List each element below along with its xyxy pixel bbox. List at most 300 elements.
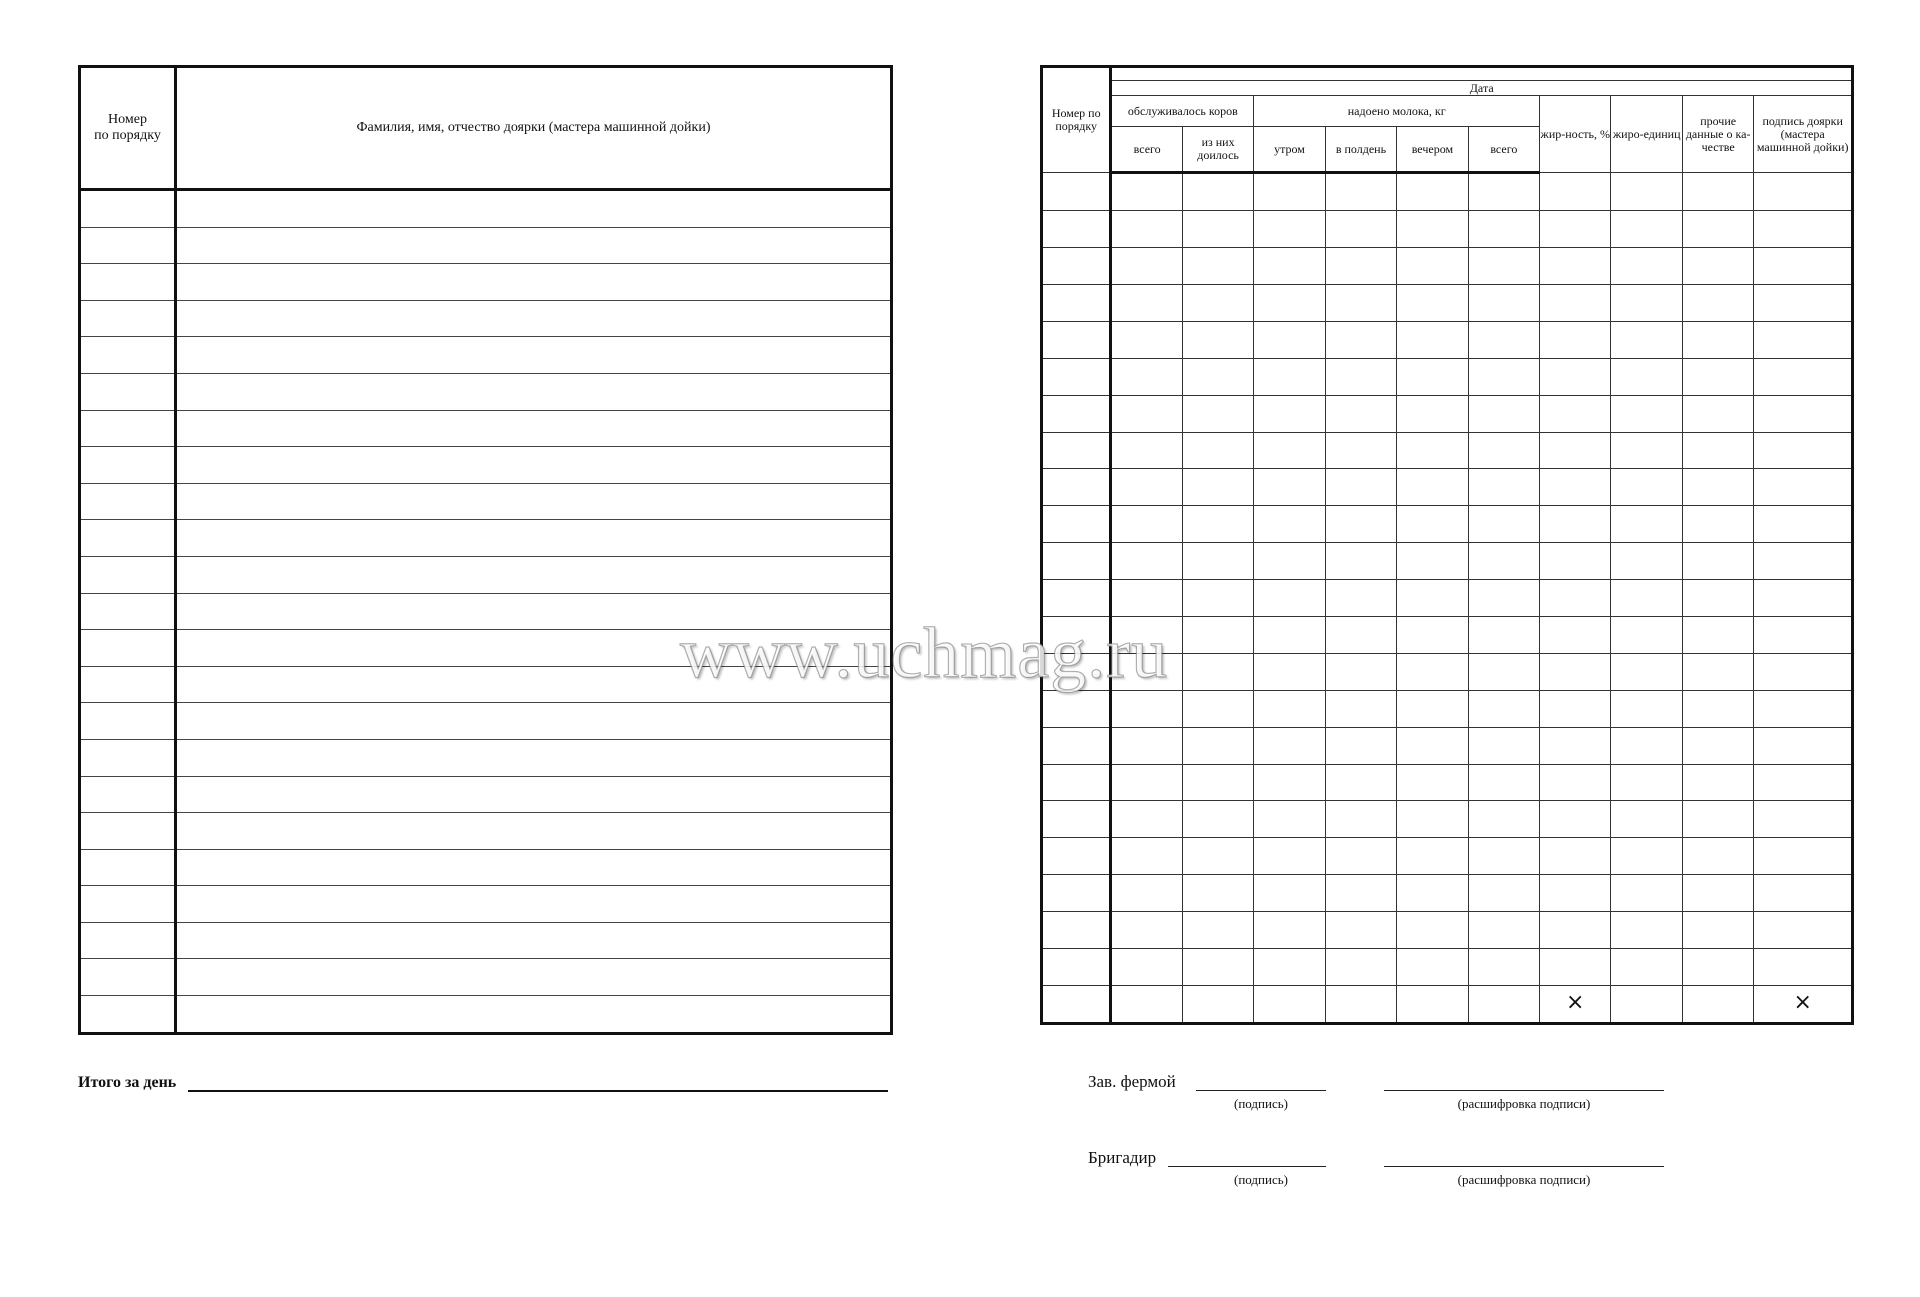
cows-total-cell[interactable] (1111, 985, 1182, 1023)
fat-units-cell[interactable] (1611, 727, 1682, 764)
cows-milked-cell[interactable] (1182, 985, 1253, 1023)
row-number-cell[interactable] (80, 520, 176, 557)
milk-evening-cell[interactable] (1397, 543, 1468, 580)
row-number-cell[interactable] (1042, 838, 1111, 875)
milk-morning-cell[interactable] (1254, 580, 1325, 617)
cows-milked-cell[interactable] (1182, 395, 1253, 432)
fat-units-cell[interactable] (1611, 580, 1682, 617)
row-number-cell[interactable] (1042, 985, 1111, 1023)
full-name-cell[interactable] (176, 776, 892, 813)
milk-morning-cell[interactable] (1254, 173, 1325, 211)
cows-total-cell[interactable] (1111, 543, 1182, 580)
signature-cell[interactable] (1754, 248, 1853, 285)
quality-cell[interactable] (1682, 912, 1753, 949)
milk-total-cell[interactable] (1468, 248, 1539, 285)
milk-morning-cell[interactable] (1254, 469, 1325, 506)
quality-cell[interactable] (1682, 948, 1753, 985)
milk-noon-cell[interactable] (1325, 764, 1396, 801)
milk-total-cell[interactable] (1468, 506, 1539, 543)
table-row (1042, 248, 1853, 285)
quality-cell[interactable] (1682, 653, 1753, 690)
quality-cell[interactable] (1682, 690, 1753, 727)
cows-milked-cell[interactable] (1182, 358, 1253, 395)
full-name-cell[interactable] (176, 849, 892, 886)
row-number-cell[interactable] (80, 556, 176, 593)
milk-noon-cell[interactable] (1325, 875, 1396, 912)
milk-noon-cell[interactable] (1325, 616, 1396, 653)
milk-noon-cell[interactable] (1325, 469, 1396, 506)
row-number-cell[interactable] (80, 813, 176, 850)
row-number-cell[interactable] (1042, 506, 1111, 543)
fat-units-cell[interactable] (1611, 616, 1682, 653)
fat-units-cell[interactable] (1611, 653, 1682, 690)
table-row (1042, 580, 1853, 617)
cows-milked-cell[interactable] (1182, 912, 1253, 949)
cows-milked-cell[interactable] (1182, 469, 1253, 506)
row-number-cell[interactable] (1042, 248, 1111, 285)
milk-evening-cell[interactable] (1397, 838, 1468, 875)
daily-total-line[interactable] (188, 1072, 888, 1092)
fat-percent-cell[interactable] (1540, 358, 1611, 395)
milk-morning-cell[interactable] (1254, 358, 1325, 395)
brigadier-signature-line[interactable] (1168, 1166, 1326, 1167)
row-number-cell[interactable] (1042, 284, 1111, 321)
full-name-cell[interactable] (176, 813, 892, 850)
milk-total-cell[interactable] (1468, 469, 1539, 506)
cows-total-cell[interactable] (1111, 506, 1182, 543)
row-number-cell[interactable] (80, 886, 176, 923)
milk-morning-cell[interactable] (1254, 838, 1325, 875)
row-number-cell[interactable] (1042, 395, 1111, 432)
full-name-cell[interactable] (176, 227, 892, 264)
fat-units-cell[interactable] (1611, 875, 1682, 912)
row-number-cell[interactable] (1042, 948, 1111, 985)
table-row (1042, 211, 1853, 248)
fat-percent-cell[interactable] (1540, 469, 1611, 506)
row-number-cell[interactable] (1042, 358, 1111, 395)
cows-total-cell[interactable] (1111, 321, 1182, 358)
milk-total-cell[interactable] (1468, 912, 1539, 949)
milk-total-cell[interactable] (1468, 616, 1539, 653)
row-number-cell[interactable] (80, 300, 176, 337)
cows-total-cell[interactable] (1111, 211, 1182, 248)
milk-evening-cell[interactable] (1397, 875, 1468, 912)
milk-evening-cell[interactable] (1397, 211, 1468, 248)
milk-evening-cell[interactable] (1397, 580, 1468, 617)
milk-evening-cell[interactable] (1397, 985, 1468, 1023)
quality-cell[interactable] (1682, 506, 1753, 543)
row-number-cell[interactable] (80, 630, 176, 667)
row-number-cell[interactable] (1042, 912, 1111, 949)
row-number-cell[interactable] (80, 337, 176, 374)
fat-units-cell[interactable] (1611, 985, 1682, 1023)
full-name-cell[interactable] (176, 703, 892, 740)
quality-cell[interactable] (1682, 321, 1753, 358)
full-name-cell[interactable] (176, 300, 892, 337)
milk-noon-cell[interactable] (1325, 284, 1396, 321)
quality-cell[interactable] (1682, 838, 1753, 875)
quality-cell[interactable] (1682, 985, 1753, 1023)
milk-morning-cell[interactable] (1254, 801, 1325, 838)
row-number-cell[interactable] (80, 227, 176, 264)
milk-total-cell[interactable] (1468, 173, 1539, 211)
cows-milked-cell[interactable] (1182, 948, 1253, 985)
full-name-cell[interactable] (176, 556, 892, 593)
signature-cell[interactable] (1754, 173, 1853, 211)
row-number-cell[interactable] (1042, 173, 1111, 211)
milk-evening-cell[interactable] (1397, 469, 1468, 506)
milk-evening-cell[interactable] (1397, 801, 1468, 838)
signature-cell[interactable] (1754, 284, 1853, 321)
milk-total-cell[interactable] (1468, 653, 1539, 690)
cows-milked-cell[interactable] (1182, 284, 1253, 321)
milk-noon-cell[interactable] (1325, 690, 1396, 727)
milk-total-cell[interactable] (1468, 432, 1539, 469)
signature-cell[interactable] (1754, 653, 1853, 690)
fat-percent-cell[interactable] (1540, 690, 1611, 727)
milk-noon-cell[interactable] (1325, 506, 1396, 543)
milk-morning-cell[interactable] (1254, 321, 1325, 358)
milk-morning-cell[interactable] (1254, 248, 1325, 285)
milk-noon-cell[interactable] (1325, 727, 1396, 764)
milk-evening-cell[interactable] (1397, 432, 1468, 469)
signature-cell[interactable] (1754, 321, 1853, 358)
milk-noon-cell[interactable] (1325, 248, 1396, 285)
signature-cell[interactable] (1754, 432, 1853, 469)
row-number-cell[interactable] (1042, 469, 1111, 506)
row-number-cell[interactable] (1042, 727, 1111, 764)
fat-percent-cell[interactable] (1540, 284, 1611, 321)
quality-cell[interactable] (1682, 248, 1753, 285)
fat-percent-cell[interactable] (1540, 543, 1611, 580)
milk-morning-cell[interactable] (1254, 432, 1325, 469)
milk-morning-cell[interactable] (1254, 211, 1325, 248)
signature-cell[interactable] (1754, 838, 1853, 875)
row-number-cell[interactable] (80, 703, 176, 740)
row-number-cell[interactable] (80, 593, 176, 630)
fat-units-cell[interactable] (1611, 543, 1682, 580)
milk-total-cell[interactable] (1468, 395, 1539, 432)
fat-units-cell[interactable] (1611, 395, 1682, 432)
signature-cell[interactable] (1754, 395, 1853, 432)
milk-total-cell[interactable] (1468, 764, 1539, 801)
fat-units-cell[interactable] (1611, 358, 1682, 395)
milk-morning-cell[interactable] (1254, 395, 1325, 432)
signature-cell[interactable] (1754, 543, 1853, 580)
signature-cell[interactable] (1754, 764, 1853, 801)
cows-total-cell[interactable] (1111, 764, 1182, 801)
milk-evening-cell[interactable] (1397, 616, 1468, 653)
fat-units-cell[interactable] (1611, 838, 1682, 875)
quality-cell[interactable] (1682, 616, 1753, 653)
row-number-cell[interactable] (1042, 801, 1111, 838)
fat-percent-cell[interactable] (1540, 838, 1611, 875)
full-name-cell[interactable] (176, 959, 892, 996)
row-number-cell[interactable] (80, 739, 176, 776)
milk-evening-cell[interactable] (1397, 948, 1468, 985)
cows-milked-cell[interactable] (1182, 764, 1253, 801)
milk-noon-cell[interactable] (1325, 801, 1396, 838)
milk-total-cell[interactable] (1468, 321, 1539, 358)
signature-cell[interactable] (1754, 690, 1853, 727)
fat-percent-cell[interactable] (1540, 727, 1611, 764)
cows-milked-cell[interactable] (1182, 173, 1253, 211)
milk-morning-cell[interactable] (1254, 912, 1325, 949)
milk-evening-cell[interactable] (1397, 173, 1468, 211)
fat-units-cell[interactable] (1611, 211, 1682, 248)
milk-morning-cell[interactable] (1254, 727, 1325, 764)
cows-total-cell[interactable] (1111, 801, 1182, 838)
milk-total-cell[interactable] (1468, 801, 1539, 838)
cows-total-cell[interactable] (1111, 469, 1182, 506)
cows-milked-cell[interactable] (1182, 580, 1253, 617)
cows-milked-cell[interactable] (1182, 653, 1253, 690)
cows-milked-cell[interactable] (1182, 248, 1253, 285)
row-number-cell[interactable] (80, 959, 176, 996)
signature-cell[interactable] (1754, 506, 1853, 543)
fat-percent-cell[interactable] (1540, 248, 1611, 285)
full-name-cell[interactable] (176, 190, 892, 228)
quality-cell[interactable] (1682, 432, 1753, 469)
cows-total-cell[interactable] (1111, 358, 1182, 395)
full-name-cell[interactable] (176, 447, 892, 484)
fat-percent-cell[interactable] (1540, 764, 1611, 801)
milk-morning-cell[interactable] (1254, 690, 1325, 727)
row-number-cell[interactable] (1042, 875, 1111, 912)
cows-total-cell[interactable] (1111, 948, 1182, 985)
milk-evening-cell[interactable] (1397, 727, 1468, 764)
full-name-cell[interactable] (176, 373, 892, 410)
signature-cell[interactable] (1754, 580, 1853, 617)
milk-evening-cell[interactable] (1397, 912, 1468, 949)
fat-percent-cell[interactable] (1540, 432, 1611, 469)
full-name-cell[interactable] (176, 337, 892, 374)
cows-total-cell[interactable] (1111, 580, 1182, 617)
cows-total-cell[interactable] (1111, 173, 1182, 211)
milk-noon-cell[interactable] (1325, 653, 1396, 690)
fat-percent-cell[interactable] (1540, 506, 1611, 543)
date-gap-cell[interactable] (1111, 67, 1853, 81)
quality-cell[interactable] (1682, 727, 1753, 764)
cows-total-cell[interactable] (1111, 727, 1182, 764)
quality-cell[interactable] (1682, 469, 1753, 506)
row-number-cell[interactable] (1042, 321, 1111, 358)
fat-units-cell[interactable] (1611, 173, 1682, 211)
milk-noon-cell[interactable] (1325, 580, 1396, 617)
row-number-cell[interactable] (1042, 543, 1111, 580)
full-name-cell[interactable] (176, 520, 892, 557)
fat-units-cell[interactable] (1611, 506, 1682, 543)
row-number-cell[interactable] (80, 849, 176, 886)
cows-milked-cell[interactable] (1182, 690, 1253, 727)
cows-total-cell[interactable] (1111, 432, 1182, 469)
quality-cell[interactable] (1682, 211, 1753, 248)
brigadier-decode-line[interactable] (1384, 1166, 1664, 1167)
cows-total-cell[interactable] (1111, 284, 1182, 321)
fat-percent-cell[interactable] (1540, 616, 1611, 653)
row-number-cell[interactable] (80, 264, 176, 301)
milk-noon-cell[interactable] (1325, 432, 1396, 469)
milk-noon-cell[interactable] (1325, 173, 1396, 211)
milk-total-cell[interactable] (1468, 727, 1539, 764)
milk-noon-cell[interactable] (1325, 985, 1396, 1023)
milk-evening-cell[interactable] (1397, 321, 1468, 358)
quality-cell[interactable] (1682, 580, 1753, 617)
milk-noon-cell[interactable] (1325, 358, 1396, 395)
quality-cell[interactable] (1682, 358, 1753, 395)
milk-noon-cell[interactable] (1325, 543, 1396, 580)
milk-evening-cell[interactable] (1397, 690, 1468, 727)
milk-evening-cell[interactable] (1397, 764, 1468, 801)
milk-morning-cell[interactable] (1254, 875, 1325, 912)
fat-percent-cell[interactable] (1540, 395, 1611, 432)
quality-cell[interactable] (1682, 764, 1753, 801)
cows-milked-cell[interactable] (1182, 727, 1253, 764)
fat-percent-cell[interactable] (1540, 321, 1611, 358)
fat-percent-cell[interactable] (1540, 912, 1611, 949)
milk-morning-cell[interactable] (1254, 948, 1325, 985)
row-number-cell[interactable] (80, 666, 176, 703)
cows-total-cell[interactable] (1111, 875, 1182, 912)
fat-units-cell[interactable] (1611, 469, 1682, 506)
milk-total-cell[interactable] (1468, 690, 1539, 727)
fat-percent-cell[interactable] (1540, 875, 1611, 912)
milk-evening-cell[interactable] (1397, 395, 1468, 432)
milk-morning-cell[interactable] (1254, 653, 1325, 690)
cows-milked-cell[interactable] (1182, 838, 1253, 875)
milk-morning-cell[interactable] (1254, 284, 1325, 321)
signature-cell[interactable] (1754, 358, 1853, 395)
row-number-cell[interactable] (1042, 764, 1111, 801)
quality-cell[interactable] (1682, 543, 1753, 580)
quality-cell[interactable] (1682, 173, 1753, 211)
signature-cell[interactable] (1754, 211, 1853, 248)
row-number-cell[interactable] (80, 776, 176, 813)
signature-cell[interactable] (1754, 469, 1853, 506)
milk-morning-cell[interactable] (1254, 543, 1325, 580)
milk-evening-cell[interactable] (1397, 653, 1468, 690)
milk-noon-cell[interactable] (1325, 838, 1396, 875)
fat-percent-cell[interactable] (1540, 801, 1611, 838)
fat-percent-cell[interactable] (1540, 580, 1611, 617)
signature-cell[interactable] (1754, 727, 1853, 764)
quality-cell[interactable] (1682, 284, 1753, 321)
milk-noon-cell[interactable] (1325, 395, 1396, 432)
quality-cell[interactable] (1682, 875, 1753, 912)
row-number-cell[interactable] (80, 410, 176, 447)
fat-units-cell[interactable] (1611, 690, 1682, 727)
milk-total-cell[interactable] (1468, 284, 1539, 321)
date-bar-row (1042, 67, 1853, 81)
row-number-cell[interactable] (80, 373, 176, 410)
cows-total-cell[interactable] (1111, 248, 1182, 285)
signature-cell[interactable] (1754, 912, 1853, 949)
full-name-cell[interactable] (176, 410, 892, 447)
fat-units-cell[interactable] (1611, 948, 1682, 985)
cows-milked-cell[interactable] (1182, 801, 1253, 838)
milk-total-cell[interactable] (1468, 580, 1539, 617)
row-number-cell[interactable] (80, 483, 176, 520)
milk-noon-cell[interactable] (1325, 948, 1396, 985)
milk-total-cell[interactable] (1468, 985, 1539, 1023)
fat-units-cell[interactable] (1611, 248, 1682, 285)
full-name-cell[interactable] (176, 264, 892, 301)
row-number-cell[interactable] (1042, 580, 1111, 617)
row-number-cell[interactable] (1042, 211, 1111, 248)
fat-units-cell[interactable] (1611, 764, 1682, 801)
signature-cell[interactable] (1754, 801, 1853, 838)
milk-morning-cell[interactable] (1254, 616, 1325, 653)
milk-evening-cell[interactable] (1397, 284, 1468, 321)
signature-cell[interactable] (1754, 875, 1853, 912)
full-name-cell[interactable] (176, 739, 892, 776)
cows-milked-cell[interactable] (1182, 506, 1253, 543)
cows-milked-cell[interactable] (1182, 543, 1253, 580)
milk-noon-cell[interactable] (1325, 211, 1396, 248)
row-number-cell[interactable] (80, 190, 176, 228)
fat-units-cell[interactable] (1611, 321, 1682, 358)
milk-total-cell[interactable] (1468, 838, 1539, 875)
signature-cell[interactable] (1754, 948, 1853, 985)
farm-head-decode-line[interactable] (1384, 1090, 1664, 1091)
cows-milked-cell[interactable] (1182, 321, 1253, 358)
full-name-cell[interactable] (176, 886, 892, 923)
fat-percent-cell[interactable] (1540, 948, 1611, 985)
milk-noon-cell[interactable] (1325, 912, 1396, 949)
milk-total-cell[interactable] (1468, 211, 1539, 248)
fat-percent-cell[interactable] (1540, 653, 1611, 690)
row-number-cell[interactable] (80, 996, 176, 1034)
milk-total-cell[interactable] (1468, 358, 1539, 395)
milk-total-cell[interactable] (1468, 543, 1539, 580)
fat-units-cell[interactable] (1611, 912, 1682, 949)
milk-morning-cell[interactable] (1254, 985, 1325, 1023)
milk-evening-cell[interactable] (1397, 358, 1468, 395)
cows-milked-cell[interactable] (1182, 432, 1253, 469)
quality-cell[interactable] (1682, 801, 1753, 838)
cows-total-cell[interactable] (1111, 838, 1182, 875)
full-name-cell[interactable] (176, 922, 892, 959)
cows-total-cell[interactable] (1111, 395, 1182, 432)
row-number-cell[interactable] (1042, 432, 1111, 469)
cows-total-cell[interactable] (1111, 690, 1182, 727)
milk-morning-cell[interactable] (1254, 764, 1325, 801)
milk-total-cell[interactable] (1468, 948, 1539, 985)
row-number-cell[interactable] (80, 447, 176, 484)
row-number-cell[interactable] (1042, 690, 1111, 727)
full-name-cell[interactable] (176, 483, 892, 520)
farm-head-signature-line[interactable] (1196, 1090, 1326, 1091)
cows-total-cell[interactable] (1111, 912, 1182, 949)
milk-evening-cell[interactable] (1397, 248, 1468, 285)
fat-percent-cell[interactable] (1540, 173, 1611, 211)
fat-units-cell[interactable] (1611, 432, 1682, 469)
fat-units-cell[interactable] (1611, 801, 1682, 838)
fat-percent-cell[interactable] (1540, 211, 1611, 248)
milk-noon-cell[interactable] (1325, 321, 1396, 358)
cows-milked-cell[interactable] (1182, 875, 1253, 912)
milk-morning-cell[interactable] (1254, 506, 1325, 543)
signature-cell[interactable] (1754, 616, 1853, 653)
milk-total-cell[interactable] (1468, 875, 1539, 912)
row-number-cell[interactable] (80, 922, 176, 959)
milk-evening-cell[interactable] (1397, 506, 1468, 543)
fat-units-cell[interactable] (1611, 284, 1682, 321)
cows-milked-cell[interactable] (1182, 616, 1253, 653)
cows-milked-cell[interactable] (1182, 211, 1253, 248)
full-name-cell[interactable] (176, 996, 892, 1034)
quality-cell[interactable] (1682, 395, 1753, 432)
